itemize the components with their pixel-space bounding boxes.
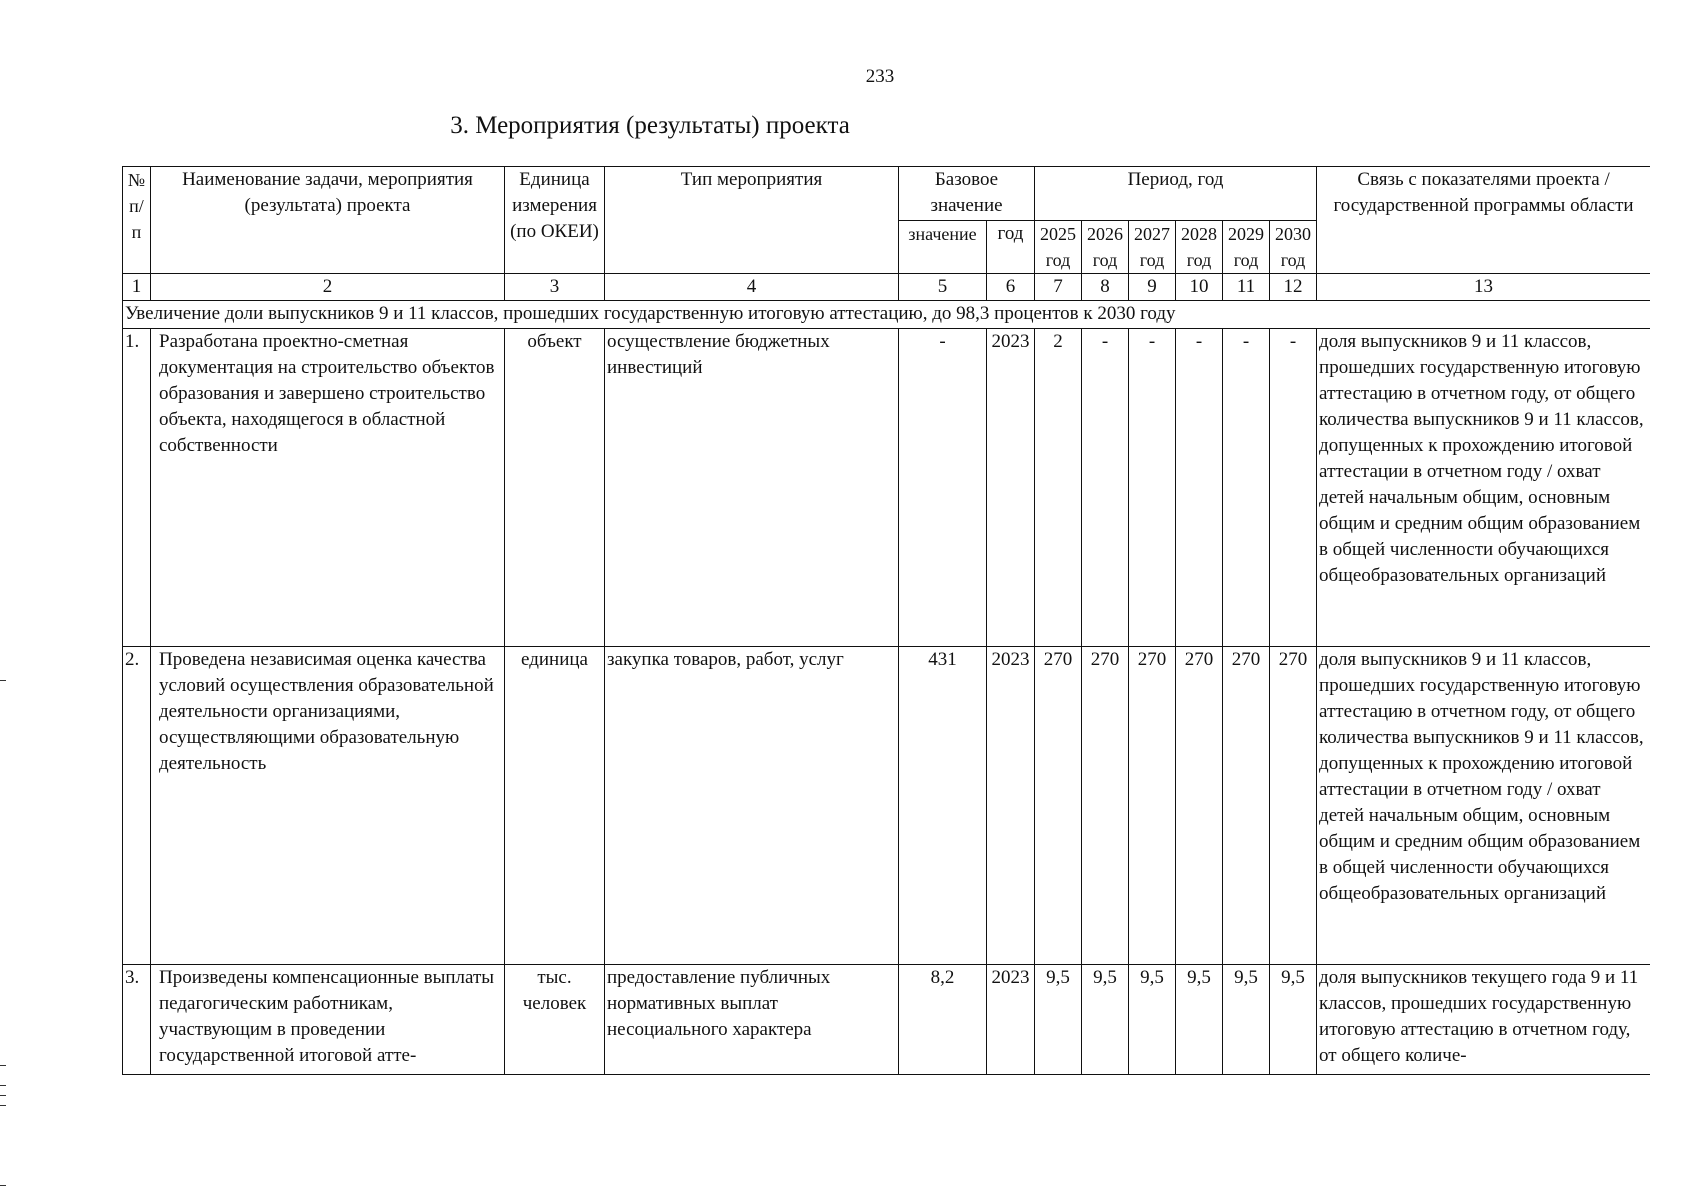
scan-margin-mark [0,1185,6,1186]
header-year: 2029 год [1223,221,1270,274]
col-number: 10 [1176,274,1223,301]
header-year: 2025 год [1035,221,1082,274]
row-name: Проведена независимая оценка качества условий осуществления образовательной деятельности организациями, осуществляющими образовательную деятельность [151,647,505,965]
header-year: 2026 год [1082,221,1129,274]
measures-table-container [122,166,1650,1076]
row-year-value: 2 [1035,329,1082,647]
table-row [123,329,1651,647]
col-number: 12 [1270,274,1317,301]
header-base-year: год [987,221,1035,274]
header-year: 2028 год [1176,221,1223,274]
col-number: 11 [1223,274,1270,301]
row-year-value: - [1223,329,1270,647]
col-number: 6 [987,274,1035,301]
scan-margin-mark [0,1095,6,1096]
col-number: 4 [605,274,899,301]
row-name: Разработана проектно-сметная документация на строительство объектов образования и завершено строительство объекта, находящегося в областной собственности [151,329,505,647]
row-year-value: 270 [1035,647,1082,965]
col-number: 5 [899,274,987,301]
row-base-year: 2023 [987,329,1035,647]
row-unit: тыс. человек [505,965,605,1075]
scan-margin-mark [0,1105,6,1106]
measures-table [122,166,1650,1075]
header-link: Связь с показателями проекта / государственной программы области [1317,167,1650,274]
row-unit: объект [505,329,605,647]
col-number: 1 [123,274,151,301]
row-base-year: 2023 [987,647,1035,965]
header-name: Наименование задачи, мероприятия (результата) проекта [151,167,505,274]
row-base-value: 431 [899,647,987,965]
row-base-value: - [899,329,987,647]
row-year-value: 9,5 [1035,965,1082,1075]
header-year: 2030 год [1270,221,1317,274]
header-type: Тип мероприятия [605,167,899,274]
header-no: № п/п [123,167,151,274]
table-row [123,647,1651,965]
page-title: 3. Мероприятия (результаты) проекта [450,112,850,139]
row-no: 1. [123,329,151,647]
header-year: 2027 год [1129,221,1176,274]
scan-margin-mark [0,1065,6,1066]
row-base-value: 8,2 [899,965,987,1075]
row-year-value: 270 [1176,647,1223,965]
row-year-value: 9,5 [1176,965,1223,1075]
row-year-value: - [1129,329,1176,647]
scan-margin-mark [0,1085,6,1086]
row-year-value: 9,5 [1129,965,1176,1075]
col-number: 13 [1317,274,1650,301]
col-number: 3 [505,274,605,301]
row-year-value: 9,5 [1223,965,1270,1075]
col-number: 8 [1082,274,1129,301]
col-number: 7 [1035,274,1082,301]
row-no: 2. [123,647,151,965]
row-year-value: 270 [1270,647,1317,965]
col-number: 2 [151,274,505,301]
header-unit: Единица измерения (по ОКЕИ) [505,167,605,274]
col-number: 9 [1129,274,1176,301]
row-unit: единица [505,647,605,965]
table-row [123,965,1651,1075]
header-row-1 [123,167,1651,221]
row-type: осуществление бюджетных инвестиций [605,329,899,647]
row-type: предоставление публичных нормативных выплат несоциального характера [605,965,899,1075]
header-base: Базовое значение [899,167,1035,221]
row-no: 3. [123,965,151,1075]
row-year-value: - [1270,329,1317,647]
row-year-value: 9,5 [1270,965,1317,1075]
row-year-value: 270 [1129,647,1176,965]
row-base-year: 2023 [987,965,1035,1075]
header-base-value: значение [899,221,987,274]
row-year-value: - [1082,329,1129,647]
section-title: Увеличение доли выпускников 9 и 11 классов, прошедших государственную итоговую аттестацию, до 98,3 процентов к 2030 году [123,301,1651,329]
header-period: Период, год [1035,167,1317,221]
row-link: доля выпускников текущего года 9 и 11 классов, прошедших государственную итоговую аттестацию в отчетном году, от общего количе- [1317,965,1650,1075]
column-numbers-row [123,274,1651,301]
row-name: Произведены компенсационные выплаты педагогическим работникам, участвующим в проведении государственной итоговой атте- [151,965,505,1075]
row-type: закупка товаров, работ, услуг [605,647,899,965]
row-link: доля выпускников 9 и 11 классов, прошедших государственную итоговую аттестацию в отчетном году, от общего количества выпускников 9 и 11 классов, допущенных к прохождению итоговой аттестации в отчетном году / охват детей начальным общим, основным общим и средним общим образованием в общей численности обучающихся общеобразовательных организаций [1317,647,1650,965]
row-year-value: - [1176,329,1223,647]
row-year-value: 270 [1223,647,1270,965]
row-year-value: 9,5 [1082,965,1129,1075]
page-number: 233 [865,66,895,87]
row-year-value: 270 [1082,647,1129,965]
scan-margin-mark [0,680,6,681]
section-row [123,301,1651,329]
row-link: доля выпускников 9 и 11 классов, прошедших государственную итоговую аттестацию в отчетном году, от общего количества выпускников 9 и 11 классов, допущенных к прохождению итоговой аттестации в отчетном году / охват детей начальным общим, основным общим и средним общим образованием в общей численности обучающихся общеобразовательных организаций [1317,329,1650,647]
